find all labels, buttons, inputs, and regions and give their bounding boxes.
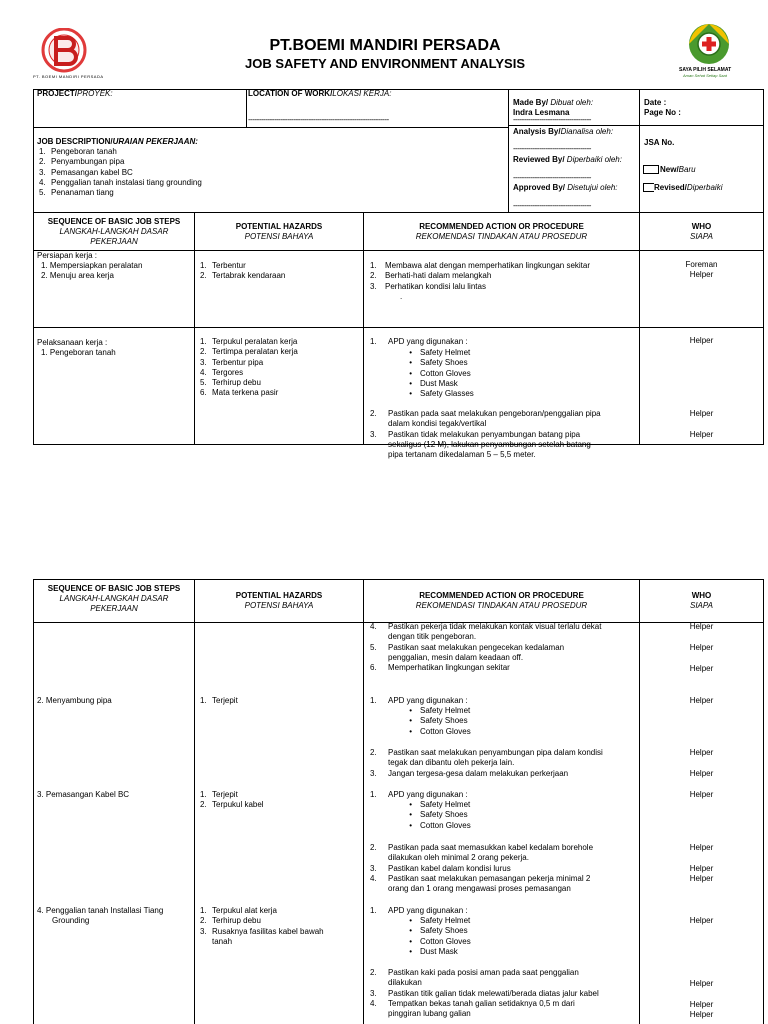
list-item: 2. Pastikan pada saat melakukan pengeboran/penggalian pipa <box>370 409 601 418</box>
who-cell: Helper <box>689 864 714 873</box>
list-item: • Safety Helmet <box>409 800 471 809</box>
list-item: • Safety Glasses <box>409 389 474 399</box>
date-label: Date : <box>644 98 667 107</box>
who-cell: Helper <box>689 336 714 345</box>
list-item: 2. Terpukul kabel <box>200 800 264 810</box>
list-item: • Cotton Gloves <box>409 726 471 736</box>
list-item: • Safety Shoes <box>409 358 468 368</box>
step-title: Persiapan kerja : <box>37 251 98 260</box>
list-item: 5. Pastikan saat melakukan pengecekan kedalaman <box>370 642 565 652</box>
hazards-list <box>200 261 285 282</box>
apd-list <box>392 706 471 737</box>
actions-list <box>370 843 593 894</box>
revised-checkbox[interactable]: Revised/Diperbaiki <box>643 183 722 193</box>
who-cell: Helper <box>689 664 714 673</box>
step-item: 2. Menyambung pipa <box>37 696 112 705</box>
step-item: 1. Pengeboran tanah <box>41 348 116 357</box>
who-cell: Helper <box>689 874 714 883</box>
safety-logo-sub: Aman Sehat Setiap Saat <box>683 73 727 78</box>
column-header-hazards: POTENTIAL HAZARDS POTENSI BAHAYA <box>235 591 323 610</box>
who-cell: Helper <box>689 409 714 418</box>
list-item: 1. Terpukul peralatan kerja <box>200 337 298 346</box>
list-item: 2. Pastikan saat melakukan penyambungan pipa dalam kondisi <box>370 748 603 757</box>
list-item: • Safety Helmet <box>409 706 471 715</box>
location-field: ----------------------------------------------------------------- <box>248 115 389 124</box>
list-item: 3. Pastikan titik galian tidak melewati/berada diatas jalur kabel <box>370 988 599 998</box>
list-item: 3. Pastikan tidak melakukan penyambungan batang pipa <box>370 429 581 439</box>
list-item: 2. Pastikan pada saat memasukkan kabel kedalam borehole <box>370 843 594 852</box>
list-item: 1. Terjepit <box>200 790 238 799</box>
list-item: 3. Pastikan kabel dalam kondisi lurus <box>370 863 511 873</box>
list-item: • Safety Shoes <box>409 810 468 820</box>
approved-by-label: Approved By/ Disetujui oleh: <box>513 183 618 192</box>
list-item: 1. Terpukul alat kerja <box>200 906 277 915</box>
new-checkbox[interactable]: New/Baru <box>643 165 696 175</box>
reviewed-by-signature: ------------------------------------ <box>513 173 591 182</box>
list-item: • Safety Shoes <box>409 716 468 726</box>
list-item: 3. Rusaknya fasilitas kabel bawah <box>200 926 324 936</box>
list-item: 4. Tempatkan bekas tanah galian setidaknya 0,5 m dari <box>370 998 575 1008</box>
who-list <box>640 260 763 281</box>
list-item: 1. Membawa alat dengan memperhatikan lingkungan sekitar <box>370 261 591 270</box>
hazards-list <box>200 337 298 399</box>
list-item: 6. Memperhatikan lingkungan sekitar <box>370 663 510 673</box>
who-cell: Helper <box>689 790 714 799</box>
apd-title: 1. APD yang digunakan : <box>370 790 468 799</box>
list-item: 1. Pengeboran tanah <box>39 147 117 156</box>
list-item: Foreman <box>685 260 718 269</box>
who-cell: Helper <box>689 1010 714 1019</box>
list-item: • Cotton Gloves <box>409 936 471 946</box>
location-label: LOCATION OF WORK/LOKASI KERJA: <box>248 89 392 98</box>
list-item: 4. Pastikan pekerja tidak melakukan kontak visual terlalu dekat <box>370 622 602 631</box>
job-description-list <box>39 147 202 198</box>
list-item: 3. Terbentur pipa <box>200 357 264 367</box>
actions-list <box>370 261 590 292</box>
who-cell: Helper <box>689 430 714 439</box>
analysis-by-label: Analysis By/Dianalisa oleh: <box>513 127 614 136</box>
list-item: • Safety Helmet <box>409 916 471 925</box>
list-item: • Cotton Gloves <box>409 368 471 378</box>
who-cell: Helper <box>689 916 714 925</box>
column-header-action: RECOMMENDED ACTION OR PROCEDURE REKOMENDASI TINDAKAN ATAU PROSEDUR <box>415 591 588 610</box>
list-item: pipa tertanam dikedalaman 5 – 5,5 meter. <box>388 450 536 460</box>
document-title: JOB SAFETY AND ENVIRONMENT ANALYSIS <box>244 56 526 71</box>
apd-list <box>392 348 474 399</box>
safety-logo-title: SAYA PILIH SELAMAT <box>679 67 732 73</box>
list-item: 2. Tertimpa peralatan kerja <box>200 347 298 357</box>
hazard-item: 1. Terjepit <box>200 696 238 705</box>
hazards-list <box>200 790 264 811</box>
list-item: dilakukan oleh minimal 2 orang pekerja. <box>388 853 529 863</box>
actions-list <box>370 748 603 779</box>
apd-list <box>392 916 471 957</box>
company-logo <box>34 28 104 80</box>
made-by-signature: ------------------------------------ <box>513 115 591 124</box>
made-by-name: Indra Lesmana <box>513 108 570 117</box>
column-header-hazards: POTENTIAL HAZARDS POTENSI BAHAYA <box>235 222 323 241</box>
list-item: 2. Terhirup debu <box>200 916 261 926</box>
apd-list <box>392 800 471 831</box>
column-header-steps: SEQUENCE OF BASIC JOB STEPS LANGKAH-LANGKAH DASAR PEKERJAAN <box>47 217 181 246</box>
list-item: 1. Terbentur <box>200 261 246 270</box>
list-item: • Dust Mask <box>409 946 458 956</box>
who-cell: Helper <box>689 843 714 852</box>
list-item: 5. Penanaman tiang <box>39 188 114 198</box>
list-item: 3. Pemasangan kabel BC <box>39 167 133 177</box>
list-item: 2. Penyambungan pipa <box>39 157 125 167</box>
hazards-list <box>200 906 324 947</box>
jsa-no-label: JSA No. <box>644 138 675 147</box>
list-item: 2. Tertabrak kendaraan <box>200 271 286 281</box>
list-item: dilakukan <box>388 978 422 988</box>
actions-list <box>370 622 601 673</box>
logo-caption: PT. BOEMI MANDIRI PERSADA <box>33 74 104 79</box>
list-item: 2. Menuju area kerja <box>41 271 114 281</box>
list-item: dalam kondisi tegak/vertikal <box>388 419 487 429</box>
list-item: • Cotton Gloves <box>409 820 471 830</box>
stray-dot: . <box>400 292 403 301</box>
reviewed-by-label: Reviewed By/ Diperbaiki oleh: <box>513 155 622 164</box>
who-cell: Helper <box>689 748 714 757</box>
list-item: tegak dan dibantu oleh pekerja lain. <box>388 758 515 768</box>
list-item: Helper <box>689 270 714 280</box>
list-item: 4. Penggalian tanah instalasi tiang grounding <box>39 177 202 187</box>
list-item: • Dust Mask <box>409 378 458 388</box>
list-item: dengan titik pengeboran. <box>388 632 477 642</box>
list-item: • Safety Shoes <box>409 926 468 936</box>
analysis-by-signature: ------------------------------------ <box>513 144 591 153</box>
list-item: orang dan 1 orang mengawasi proses pemasangan <box>388 884 571 894</box>
who-cell: Helper <box>689 979 714 988</box>
page-no-label: Page No : <box>644 108 681 117</box>
apd-title: 1. APD yang digunakan : <box>370 696 468 705</box>
list-item: 2. Pastikan kaki pada posisi aman pada saat penggalian <box>370 968 579 977</box>
list-item: 3. Perhatikan kondisi lalu lintas <box>370 281 486 291</box>
who-cell: Helper <box>689 769 714 778</box>
list-item: 4. Pastikan saat melakukan pemasangan pekerja minimal 2 <box>370 873 591 883</box>
list-item: 6. Mata terkena pasir <box>200 388 279 398</box>
actions-list <box>370 968 599 1019</box>
made-by-label: Made By/ Dibuat oleh: <box>513 98 594 107</box>
who-cell: Helper <box>689 696 714 705</box>
list-item: tanah <box>212 936 233 946</box>
step-item: 3. Pemasangan Kabel BC <box>37 790 130 799</box>
list-item: • Safety Helmet <box>409 348 471 357</box>
who-cell: Helper <box>689 1000 714 1009</box>
column-header-action: RECOMMENDED ACTION OR PROCEDURE REKOMENDASI TINDAKAN ATAU PROSEDUR <box>415 222 588 241</box>
step-title: Pelaksanaan kerja : <box>37 338 108 347</box>
apd-title: 1. APD yang digunakan : <box>370 337 468 346</box>
steps-list <box>41 261 142 282</box>
column-header-who: WHO SIAPA <box>690 591 713 610</box>
step-item-cont: Grounding <box>52 916 90 925</box>
column-header-who: WHO SIAPA <box>690 222 713 241</box>
list-item: penggalian, mesin dalam keadaan off. <box>388 652 524 662</box>
job-description-label: JOB DESCRIPTION/URAIAN PEKERJAAN: <box>37 137 198 146</box>
list-item: sekaligus (12 M), lakukan penyambungan setelah batang <box>388 439 591 449</box>
approved-by-signature: ------------------------------------ <box>513 201 591 210</box>
who-cell: Helper <box>689 643 714 652</box>
step-item: 4. Penggalian tanah Installasi Tiang <box>37 906 164 915</box>
company-name: PT.BOEMI MANDIRI PERSADA <box>269 37 501 54</box>
who-cell: Helper <box>689 622 714 631</box>
apd-title: 1. APD yang digunakan : <box>370 906 468 915</box>
column-header-steps: SEQUENCE OF BASIC JOB STEPS LANGKAH-LANGKAH DASAR PEKERJAAN <box>47 584 181 613</box>
list-item: 1. Mempersiapkan peralatan <box>41 261 143 270</box>
list-item: pinggiran lubang galian <box>388 1009 471 1019</box>
list-item: 2. Berhati-hati dalam melangkah <box>370 271 492 281</box>
list-item: 4. Tergores <box>200 367 244 377</box>
list-item: 5. Terhirup debu <box>200 378 261 388</box>
actions-list <box>370 409 601 460</box>
list-item: 3. Jangan tergesa-gesa dalam melakukan perkerjaan <box>370 768 569 778</box>
project-label: PROJECT/PROYEK: <box>37 89 113 98</box>
